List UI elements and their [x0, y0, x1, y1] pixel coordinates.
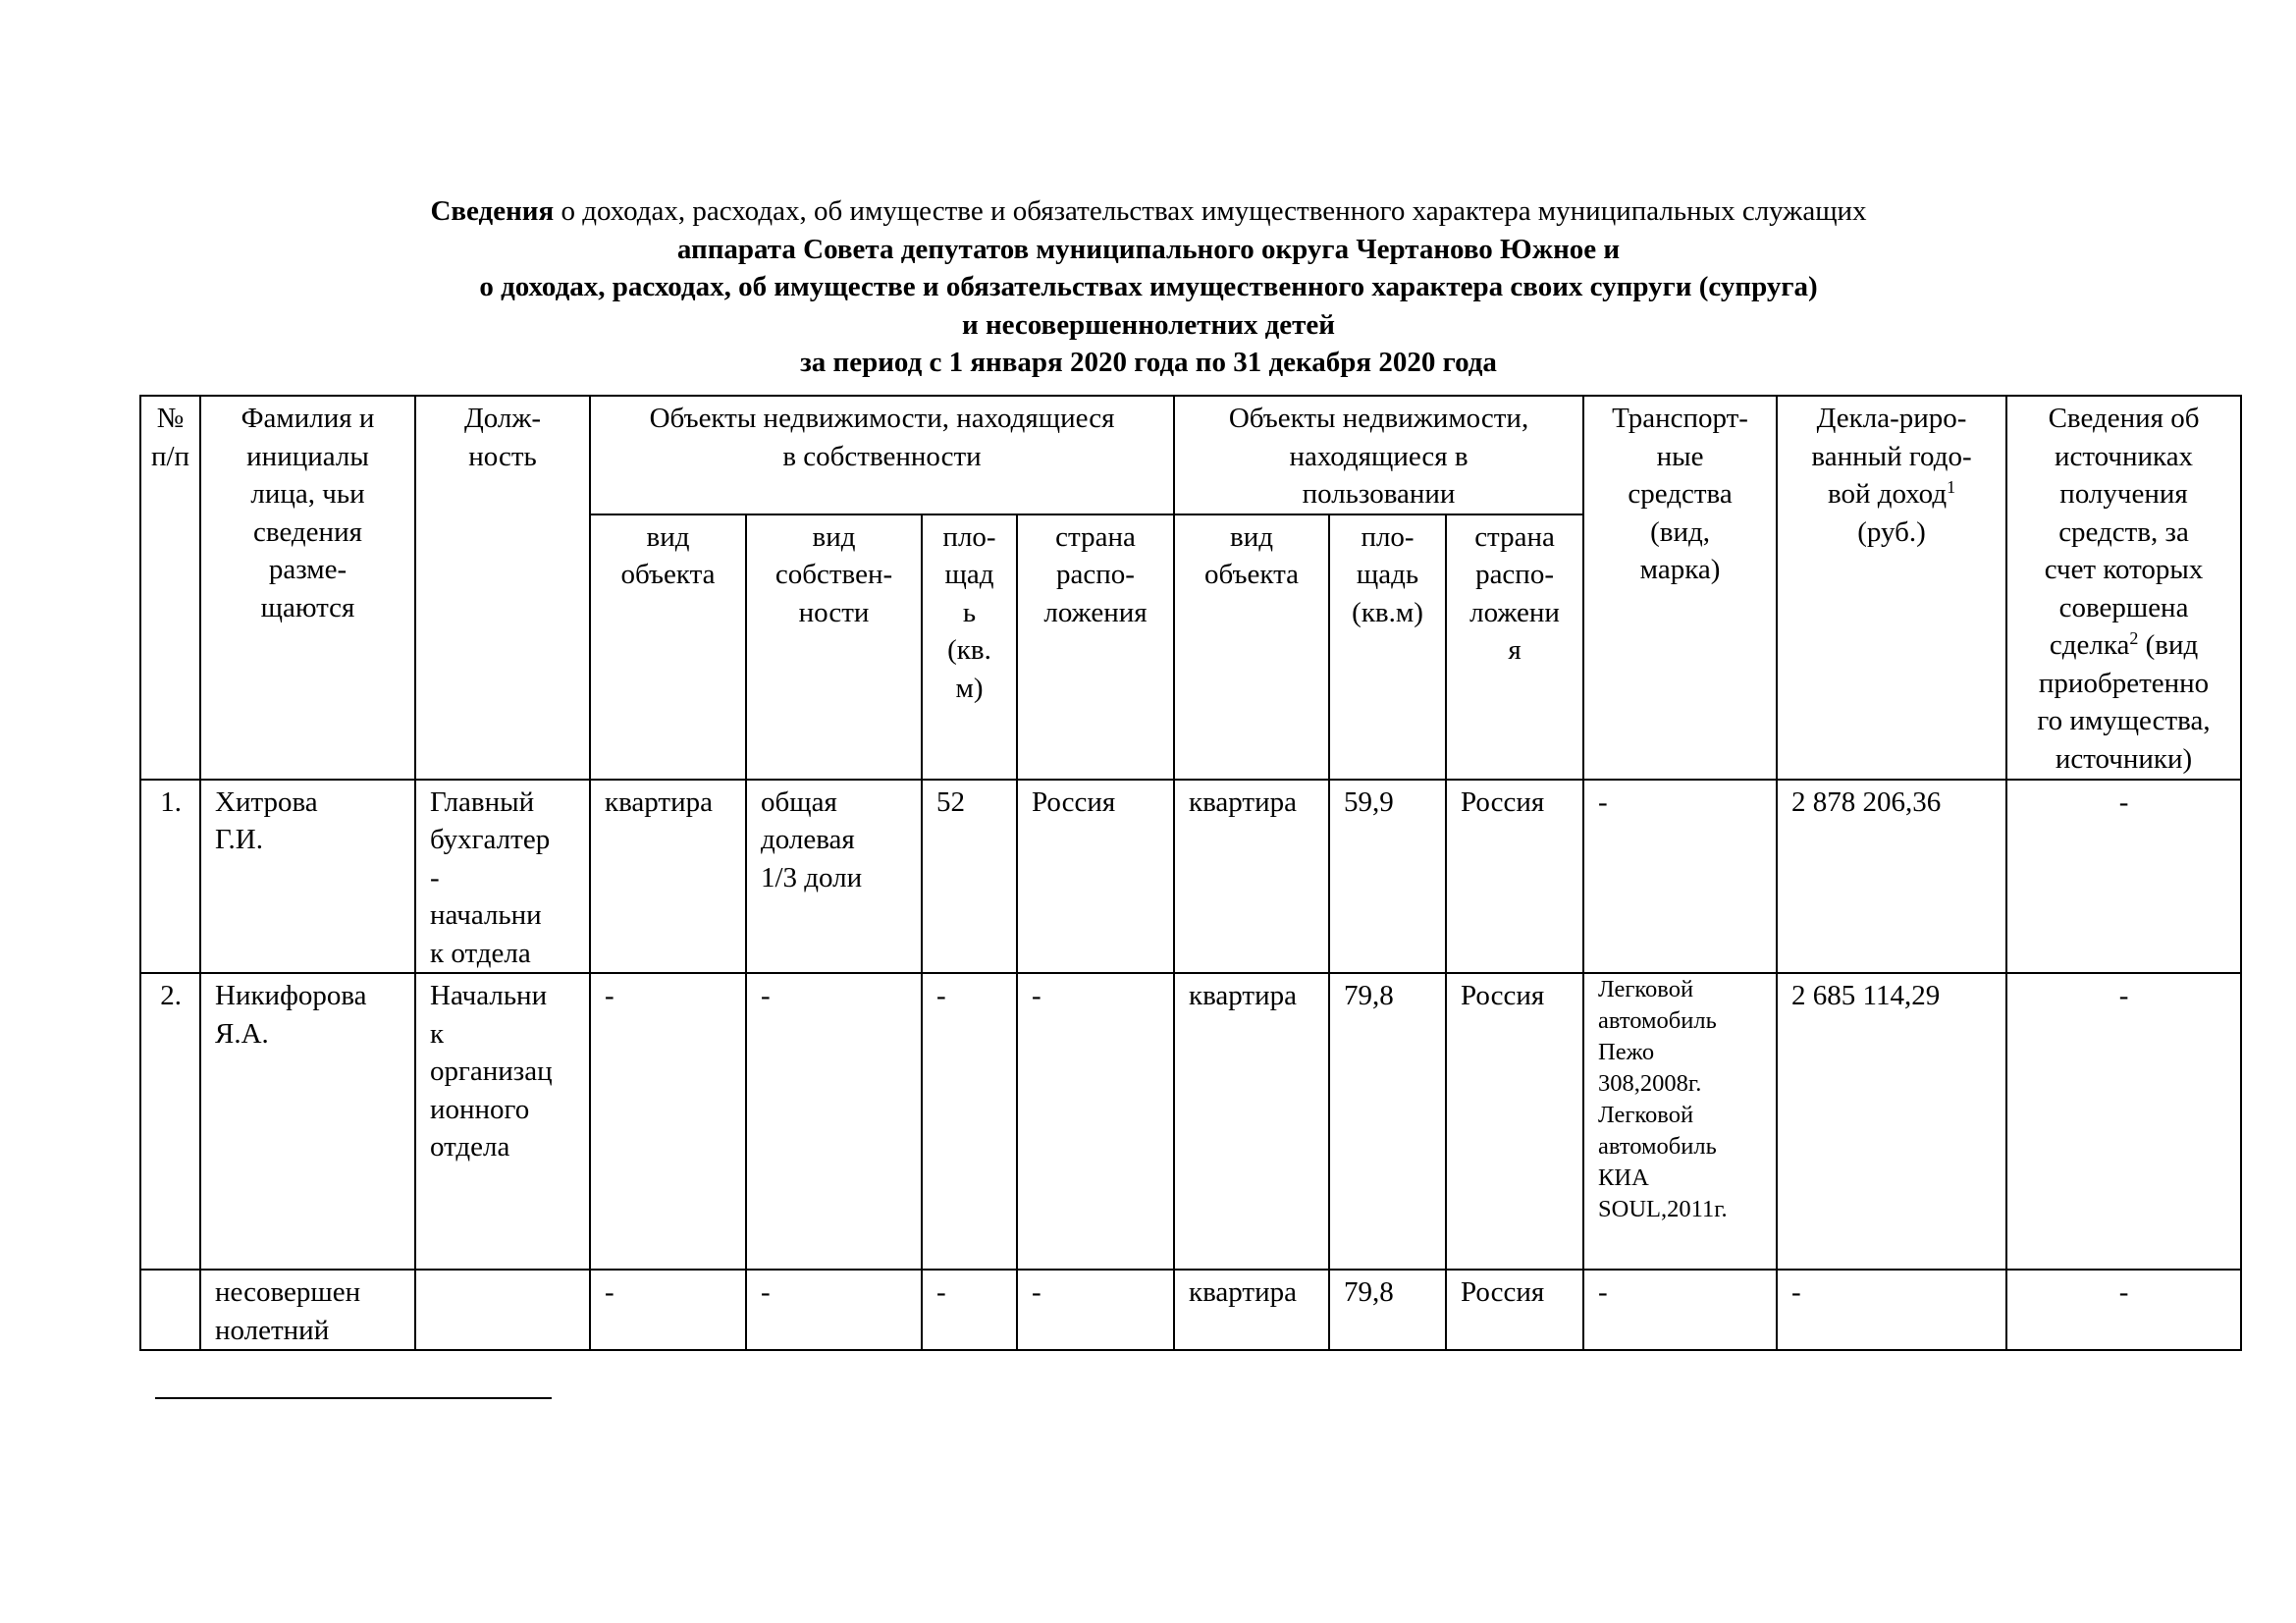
row-transport: -: [1583, 1270, 1777, 1350]
title-line-1: [137, 192, 2160, 231]
header-owned-ownership: вид собствен- ности: [746, 514, 922, 780]
row-owned-ownership: общая долевая 1/3 доли: [746, 780, 922, 974]
row-used-country: Россия: [1446, 780, 1583, 974]
row-income: 2 685 114,29: [1777, 973, 2006, 1270]
header-owned-group: Объекты недвижимости, находящиеся в собственности: [590, 396, 1174, 514]
header-transport: Транспорт- ные средства (вид, марка): [1583, 396, 1777, 780]
row-income: -: [1777, 1270, 2006, 1350]
row-used-type: квартира: [1174, 973, 1329, 1270]
row-num: [140, 1270, 200, 1350]
row-owned-country: Россия: [1017, 780, 1174, 974]
row-used-area: 79,8: [1329, 1270, 1446, 1350]
header-sources-text-1: Сведения об источниках получения средств, за счет которых совершена сделка: [2044, 403, 2204, 661]
footnote-ref-1: 1: [1947, 477, 1956, 498]
row-num: 2.: [140, 973, 200, 1270]
row-used-type: квартира: [1174, 1270, 1329, 1350]
footnote-ref-2: 2: [2129, 628, 2139, 649]
title-line-2: аппарата Совета депутатов муниципального округа Чертаново Южное и: [676, 233, 1621, 265]
row-owned-type: квартира: [590, 780, 746, 974]
header-owned-area: пло- щад ь (кв. м): [922, 514, 1017, 780]
header-owned-country: страна распо- ложения: [1017, 514, 1174, 780]
row-used-area: 79,8: [1329, 973, 1446, 1270]
row-owned-area: -: [922, 1270, 1017, 1350]
row-sources: -: [2006, 973, 2241, 1270]
row-transport: Легковой автомобиль Пежо 308,2008г. Легковой автомобиль КИА SOUL,2011г.: [1583, 973, 1777, 1270]
row-position: [415, 1270, 590, 1350]
row-owned-ownership: -: [746, 973, 922, 1270]
header-name: Фамилия и инициалы лица, чьи сведения разме- щаются: [200, 396, 415, 780]
header-used-group: Объекты недвижимости, находящиеся в пользовании: [1174, 396, 1583, 514]
row-position: Главный бухгалтер - начальни к отдела: [415, 780, 590, 974]
header-position: Долж- ность: [415, 396, 590, 780]
header-used-type: вид объекта: [1174, 514, 1329, 780]
title-line-1-rest: о доходах, расходах, об имуществе и обязательствах имущественного характера муниципальных служащих: [554, 195, 1867, 227]
declaration-table: [139, 395, 2242, 1351]
table-row: [140, 973, 2241, 1270]
header-sources: [2006, 396, 2241, 780]
row-income: 2 878 206,36: [1777, 780, 2006, 974]
row-transport: -: [1583, 780, 1777, 974]
row-owned-area: -: [922, 973, 1017, 1270]
header-sources-text-2: (вид приобретенно го имущества, источники): [2037, 629, 2211, 775]
header-income-text: Декла-риро- ванный годо- вой доход: [1811, 403, 1972, 510]
header-owned-type: вид объекта: [590, 514, 746, 780]
footnote-separator: [155, 1397, 552, 1399]
row-used-country: Россия: [1446, 1270, 1583, 1350]
title-line-5: за период с 1 января 2020 года по 31 декабря 2020 года: [800, 347, 1497, 378]
table-row: [140, 780, 2241, 974]
header-num: № п/п: [140, 396, 200, 780]
header-income-unit: (руб.): [1857, 515, 1926, 548]
header-used-country: страна распо- ложени я: [1446, 514, 1583, 780]
row-owned-country: -: [1017, 973, 1174, 1270]
title-line-3: о доходах, расходах, об имуществе и обязательствах имущественного характера своих супруги (супруга): [479, 271, 1818, 302]
row-owned-ownership: -: [746, 1270, 922, 1350]
row-owned-country: -: [1017, 1270, 1174, 1350]
title-bold-start: Сведения: [430, 195, 555, 227]
table-row: [140, 1270, 2241, 1350]
row-used-country: Россия: [1446, 973, 1583, 1270]
title-line-4: и несовершеннолетних детей: [961, 308, 1336, 341]
row-used-area: 59,9: [1329, 780, 1446, 974]
row-sources: -: [2006, 780, 2241, 974]
row-owned-area: 52: [922, 780, 1017, 974]
row-sources: -: [2006, 1270, 2241, 1350]
row-name: Никифорова Я.А.: [200, 973, 415, 1270]
row-used-type: квартира: [1174, 780, 1329, 974]
row-owned-type: -: [590, 1270, 746, 1350]
header-income: [1777, 396, 2006, 780]
header-used-area: пло- щадь (кв.м): [1329, 514, 1446, 780]
row-num: 1.: [140, 780, 200, 974]
row-owned-type: -: [590, 973, 746, 1270]
document-title: [137, 192, 2160, 382]
header-row-1: [140, 396, 2241, 514]
row-name: несовершен нолетний: [200, 1270, 415, 1350]
row-name: Хитрова Г.И.: [200, 780, 415, 974]
row-position: Начальни к организац ионного отдела: [415, 973, 590, 1270]
